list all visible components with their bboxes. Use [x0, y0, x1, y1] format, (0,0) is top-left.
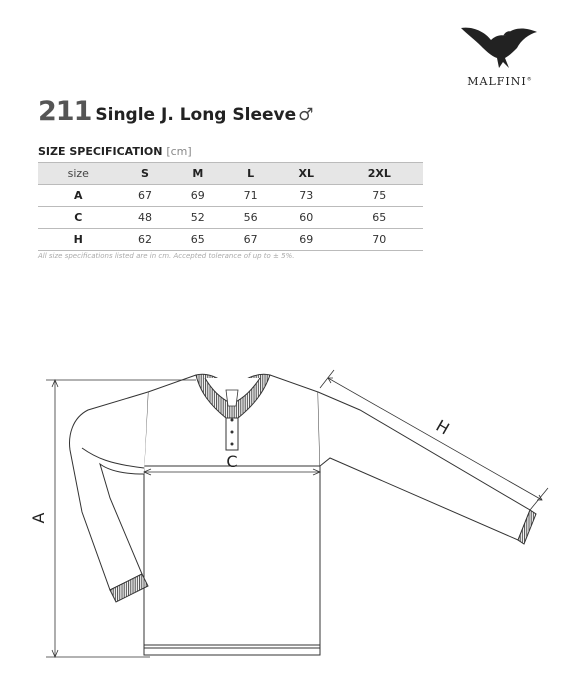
- eagle-icon: [459, 22, 541, 74]
- header-size: M: [171, 163, 224, 185]
- table-cell: 69: [277, 229, 336, 251]
- table-cell: 62: [119, 229, 172, 251]
- polo-shirt-diagram: [0, 360, 563, 680]
- table-cell: 71: [224, 185, 277, 207]
- table-cell: 60: [277, 207, 336, 229]
- row-label: C: [38, 207, 119, 229]
- row-label: H: [38, 229, 119, 251]
- row-label: A: [38, 185, 119, 207]
- size-spec-table: [38, 162, 423, 251]
- table-cell: 67: [119, 185, 172, 207]
- table-cell: 65: [336, 207, 423, 229]
- table-cell: 67: [224, 229, 277, 251]
- product-name: Single J. Long Sleeve: [95, 105, 297, 125]
- header-size: S: [119, 163, 172, 185]
- tolerance-note: All size specifications listed are in cm. Accepted tolerance of up to ± 5%.: [38, 252, 295, 260]
- table-cell: 70: [336, 229, 423, 251]
- table-cell: 52: [171, 207, 224, 229]
- header-size-label: size: [38, 163, 119, 185]
- table-cell: 65: [171, 229, 224, 251]
- table-row: [38, 207, 423, 229]
- table-header-row: [38, 163, 423, 185]
- table-cell: 75: [336, 185, 423, 207]
- table-row: [38, 229, 423, 251]
- male-icon: ♂: [298, 105, 314, 125]
- table-cell: 73: [277, 185, 336, 207]
- table-row: [38, 185, 423, 207]
- brand-name: MALFINI®: [467, 75, 533, 88]
- table-cell: 48: [119, 207, 172, 229]
- dimension-c-label: C: [226, 452, 238, 471]
- header-size: 2XL: [336, 163, 423, 185]
- product-title: [38, 96, 313, 127]
- table-cell: 56: [224, 207, 277, 229]
- table-cell: 69: [171, 185, 224, 207]
- header-size: L: [224, 163, 277, 185]
- header-size: XL: [277, 163, 336, 185]
- size-spec-heading: SIZE SPECIFICATION [cm]: [38, 145, 192, 158]
- dimension-a-label: A: [29, 512, 48, 524]
- dimension-h-label: H: [432, 416, 453, 439]
- brand-logo: [455, 22, 545, 92]
- product-code: 211: [38, 96, 92, 127]
